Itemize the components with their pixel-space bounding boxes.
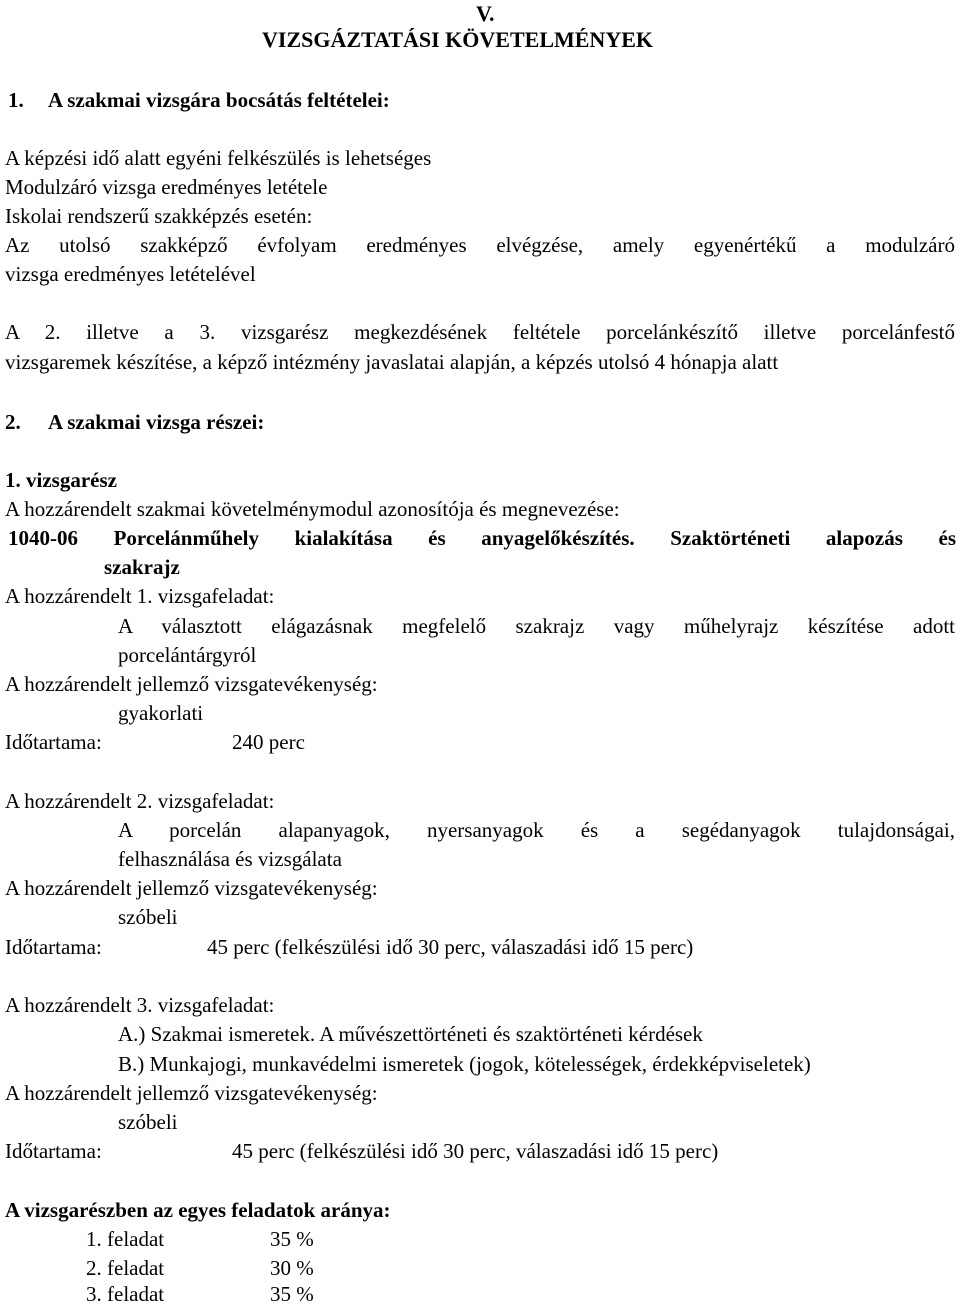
duration-value: 240 perc [232,730,305,754]
ratio-item-value: 35 % [270,1282,314,1306]
condition-line: A képzési idő alatt egyéni felkészülés is lehetséges [5,146,432,170]
page-title: VIZSGÁZTATÁSI KÖVETELMÉNYEK [262,27,653,52]
duration-label: Időtartama: [5,730,102,754]
task-description: A porcelán alapanyagok, nyersanyagok és a segédanyagok tulajdonságai, [118,818,955,842]
condition-line: Modulzáró vizsga eredményes letétele [5,175,328,199]
task-description: B.) Munkajogi, munkavédelmi ismeretek (jogok, kötelességek, érdekképviseletek) [118,1052,811,1076]
section-1-number: 1. [8,88,24,112]
ratios-title: A vizsgarészben az egyes feladatok aránya: [5,1198,391,1222]
task-description: porcelántárgyról [118,643,257,667]
task-description: A.) Szakmai ismeretek. A művészettörténeti és szaktörténeti kérdések [118,1022,703,1046]
duration-label: Időtartama: [5,935,102,959]
activity-label: A hozzárendelt jellemző vizsgatevékenység: [5,876,378,900]
task-label: A hozzárendelt 1. vizsgafeladat: [5,584,275,608]
task-label: A hozzárendelt 2. vizsgafeladat: [5,789,275,813]
duration-label: Időtartama: [5,1139,102,1163]
ratio-item-value: 30 % [270,1256,314,1280]
condition-line: Iskolai rendszerű szakképzés esetén: [5,204,313,228]
paragraph-line: vizsga eredményes letételével [5,262,256,286]
module-label: A hozzárendelt szakmai követelménymodul azonosítója és megnevezése: [5,497,620,521]
ratio-item-name: 1. feladat [86,1227,165,1251]
part-title: 1. vizsgarész [5,468,117,492]
activity-value: szóbeli [118,905,178,929]
task-description: A választott elágazásnak megfelelő szakrajz vagy műhelyrajz készítése adott [118,614,955,638]
chapter-number: V. [476,1,495,26]
ratio-item-value: 35 % [270,1227,314,1251]
duration-value: 45 perc (felkészülési idő 30 perc, válaszadási idő 15 perc) [232,1139,719,1163]
task-description: felhasználása és vizsgálata [118,847,342,871]
ratio-item-name: 3. feladat [86,1282,165,1306]
section-2-title: A szakmai vizsga részei: [48,410,265,434]
section-1-title: A szakmai vizsgára bocsátás feltételei: [48,88,390,112]
paragraph-line: A 2. illetve a 3. vizsgarész megkezdésének feltétele porcelánkészítő illetve porcelánfestő [5,320,955,344]
activity-value: szóbeli [118,1110,178,1134]
activity-label: A hozzárendelt jellemző vizsgatevékenység: [5,1081,378,1105]
activity-label: A hozzárendelt jellemző vizsgatevékenység: [5,672,378,696]
task-label: A hozzárendelt 3. vizsgafeladat: [5,993,275,1017]
ratio-item-name: 2. feladat [86,1256,165,1280]
duration-value: 45 perc (felkészülési idő 30 perc, válaszadási idő 15 perc) [207,935,694,959]
paragraph-line: Az utolsó szakképző évfolyam eredményes elvégzése, amely egyenértékű a modulzáró [5,233,955,257]
paragraph-line: vizsgaremek készítése, a képző intézmény javaslatai alapján, a képzés utolsó 4 hónapja alatt [5,350,779,374]
section-2-number: 2. [5,410,21,434]
activity-value: gyakorlati [118,701,204,725]
module-name: 1040-06 Porcelánműhely kialakítása és anyagelőkészítés. Szaktörténeti alapozás és [8,526,956,550]
module-name: szakrajz [104,555,180,579]
